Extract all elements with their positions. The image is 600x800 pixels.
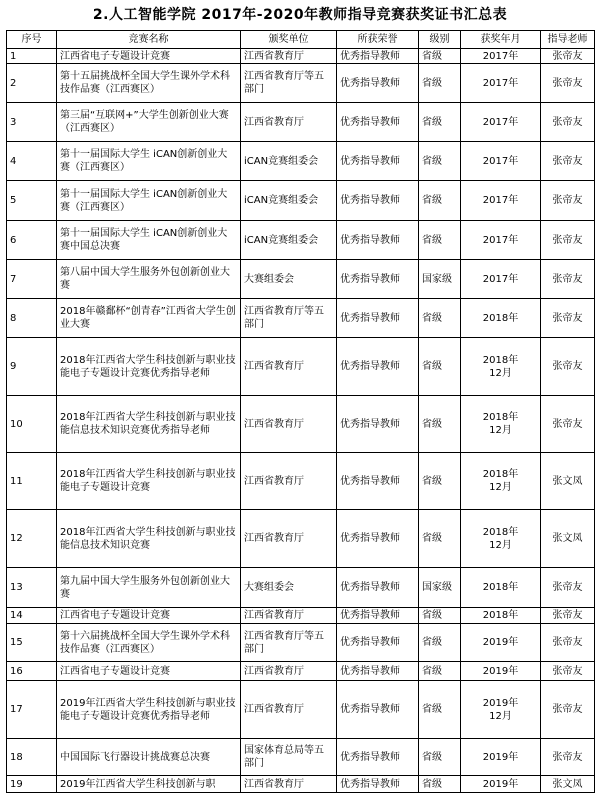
cell-teacher: 张帝友 xyxy=(541,181,595,221)
cell-name: 第九届中国大学生服务外包创新创业大赛 xyxy=(57,568,241,608)
cell-name: 第十一届国际大学生 iCAN创新创业大赛中国总决赛 xyxy=(57,221,241,260)
cell-teacher: 张文凤 xyxy=(541,510,595,568)
cell-name: 第十一届国际大学生 iCAN创新创业大赛（江西赛区） xyxy=(57,142,241,181)
cell-level: 省级 xyxy=(419,739,461,776)
cell-unit: 大赛组委会 xyxy=(241,260,337,299)
cell-date: 2019年 xyxy=(461,662,541,681)
cell-level: 省级 xyxy=(419,103,461,142)
cell-level: 省级 xyxy=(419,510,461,568)
cell-name: 江西省电子专题设计竞赛 xyxy=(57,49,241,64)
header-unit: 颁奖单位 xyxy=(241,31,337,49)
awards-table xyxy=(6,30,595,793)
table-row xyxy=(7,260,595,299)
cell-teacher: 张帝友 xyxy=(541,49,595,64)
cell-unit: iCAN竞赛组委会 xyxy=(241,221,337,260)
header-name: 竞赛名称 xyxy=(57,31,241,49)
cell-date: 2019年 xyxy=(461,776,541,793)
cell-date: 2018年 xyxy=(461,608,541,624)
cell-level: 省级 xyxy=(419,776,461,793)
cell-level: 省级 xyxy=(419,221,461,260)
cell-name: 第八届中国大学生服务外包创新创业大赛 xyxy=(57,260,241,299)
table-row xyxy=(7,568,595,608)
cell-unit: 江西省教育厅 xyxy=(241,510,337,568)
cell-no: 8 xyxy=(7,299,57,338)
cell-honor: 优秀指导教师 xyxy=(337,510,419,568)
cell-honor: 优秀指导教师 xyxy=(337,396,419,453)
cell-name: 2019年江西省大学生科技创新与职 xyxy=(57,776,241,793)
table-row xyxy=(7,49,595,64)
cell-teacher: 张帝友 xyxy=(541,260,595,299)
cell-unit: 江西省教育厅等五部门 xyxy=(241,299,337,338)
cell-teacher: 张帝友 xyxy=(541,568,595,608)
cell-unit: 江西省教育厅 xyxy=(241,608,337,624)
table-row xyxy=(7,64,595,103)
cell-honor: 优秀指导教师 xyxy=(337,64,419,103)
cell-honor: 优秀指导教师 xyxy=(337,739,419,776)
cell-level: 省级 xyxy=(419,624,461,662)
cell-teacher: 张帝友 xyxy=(541,142,595,181)
cell-honor: 优秀指导教师 xyxy=(337,221,419,260)
cell-name: 2018年赣鄱杯“创青春”江西省大学生创业大赛 xyxy=(57,299,241,338)
cell-level: 省级 xyxy=(419,681,461,739)
cell-name: 2018年江西省大学生科技创新与职业技能电子专题设计竞赛优秀指导老师 xyxy=(57,338,241,396)
cell-teacher: 张帝友 xyxy=(541,739,595,776)
cell-honor: 优秀指导教师 xyxy=(337,453,419,510)
table-row xyxy=(7,453,595,510)
cell-unit: 江西省教育厅 xyxy=(241,776,337,793)
cell-no: 1 xyxy=(7,49,57,64)
cell-level: 省级 xyxy=(419,181,461,221)
cell-level: 省级 xyxy=(419,453,461,510)
table-body xyxy=(7,49,595,793)
cell-date: 2017年 xyxy=(461,64,541,103)
cell-teacher: 张帝友 xyxy=(541,662,595,681)
cell-teacher: 张帝友 xyxy=(541,338,595,396)
table-header-row xyxy=(7,31,595,49)
cell-honor: 优秀指导教师 xyxy=(337,49,419,64)
cell-level: 省级 xyxy=(419,142,461,181)
cell-name: 2018年江西省大学生科技创新与职业技能电子专题设计竞赛 xyxy=(57,453,241,510)
cell-teacher: 张帝友 xyxy=(541,681,595,739)
table-row xyxy=(7,662,595,681)
table-row xyxy=(7,299,595,338)
cell-unit: 江西省教育厅 xyxy=(241,103,337,142)
cell-no: 16 xyxy=(7,662,57,681)
header-teacher: 指导老师 xyxy=(541,31,595,49)
cell-level: 省级 xyxy=(419,396,461,453)
cell-unit: 江西省教育厅等五部门 xyxy=(241,64,337,103)
header-level: 级别 xyxy=(419,31,461,49)
cell-name: 第十一届国际大学生 iCAN创新创业大赛（江西赛区） xyxy=(57,181,241,221)
cell-teacher: 张帝友 xyxy=(541,624,595,662)
cell-unit: 江西省教育厅 xyxy=(241,49,337,64)
table-row xyxy=(7,396,595,453)
table-row xyxy=(7,142,595,181)
table-row xyxy=(7,776,595,793)
cell-no: 19 xyxy=(7,776,57,793)
cell-unit: 江西省教育厅 xyxy=(241,338,337,396)
table-row xyxy=(7,510,595,568)
cell-date: 2019年 12月 xyxy=(461,681,541,739)
cell-date: 2018年 xyxy=(461,568,541,608)
cell-name: 2018年江西省大学生科技创新与职业技能信息技术知识竞赛 xyxy=(57,510,241,568)
cell-date: 2018年 xyxy=(461,299,541,338)
cell-honor: 优秀指导教师 xyxy=(337,662,419,681)
cell-no: 13 xyxy=(7,568,57,608)
cell-no: 4 xyxy=(7,142,57,181)
cell-level: 国家级 xyxy=(419,260,461,299)
cell-no: 2 xyxy=(7,64,57,103)
cell-unit: 江西省教育厅 xyxy=(241,396,337,453)
cell-name: 第三届“互联网+”大学生创新创业大赛（江西赛区） xyxy=(57,103,241,142)
cell-no: 5 xyxy=(7,181,57,221)
cell-level: 省级 xyxy=(419,338,461,396)
cell-teacher: 张帝友 xyxy=(541,64,595,103)
table-row xyxy=(7,739,595,776)
cell-honor: 优秀指导教师 xyxy=(337,776,419,793)
cell-teacher: 张帝友 xyxy=(541,396,595,453)
cell-no: 6 xyxy=(7,221,57,260)
cell-teacher: 张帝友 xyxy=(541,608,595,624)
cell-date: 2017年 xyxy=(461,221,541,260)
cell-no: 15 xyxy=(7,624,57,662)
cell-name: 江西省电子专题设计竞赛 xyxy=(57,662,241,681)
cell-date: 2019年 xyxy=(461,739,541,776)
cell-no: 10 xyxy=(7,396,57,453)
table-row xyxy=(7,624,595,662)
cell-no: 11 xyxy=(7,453,57,510)
cell-date: 2017年 xyxy=(461,49,541,64)
cell-teacher: 张文凤 xyxy=(541,453,595,510)
cell-teacher: 张文凤 xyxy=(541,776,595,793)
cell-honor: 优秀指导教师 xyxy=(337,624,419,662)
cell-honor: 优秀指导教师 xyxy=(337,681,419,739)
cell-name: 第十五届挑战杯全国大学生课外学术科技作品赛（江西赛区） xyxy=(57,64,241,103)
table-row xyxy=(7,338,595,396)
table-row xyxy=(7,681,595,739)
cell-honor: 优秀指导教师 xyxy=(337,299,419,338)
cell-date: 2019年 xyxy=(461,624,541,662)
table-row xyxy=(7,221,595,260)
cell-teacher: 张帝友 xyxy=(541,103,595,142)
header-honor: 所获荣誉 xyxy=(337,31,419,49)
cell-date: 2017年 xyxy=(461,181,541,221)
cell-teacher: 张帝友 xyxy=(541,299,595,338)
cell-name: 2018年江西省大学生科技创新与职业技能信息技术知识竞赛优秀指导老师 xyxy=(57,396,241,453)
cell-honor: 优秀指导教师 xyxy=(337,181,419,221)
cell-date: 2018年 12月 xyxy=(461,453,541,510)
cell-date: 2017年 xyxy=(461,103,541,142)
table-row xyxy=(7,181,595,221)
cell-level: 省级 xyxy=(419,299,461,338)
cell-date: 2018年 12月 xyxy=(461,510,541,568)
cell-no: 3 xyxy=(7,103,57,142)
header-date: 获奖年月 xyxy=(461,31,541,49)
cell-honor: 优秀指导教师 xyxy=(337,338,419,396)
cell-name: 第十六届挑战杯全国大学生课外学术科技作品赛（江西赛区） xyxy=(57,624,241,662)
cell-unit: 国家体育总局等五部门 xyxy=(241,739,337,776)
cell-unit: 江西省教育厅 xyxy=(241,662,337,681)
cell-level: 省级 xyxy=(419,49,461,64)
cell-name: 中国国际飞行器设计挑战赛总决赛 xyxy=(57,739,241,776)
cell-no: 17 xyxy=(7,681,57,739)
cell-unit: 江西省教育厅等五部门 xyxy=(241,624,337,662)
cell-unit: 大赛组委会 xyxy=(241,568,337,608)
cell-date: 2018年 12月 xyxy=(461,338,541,396)
cell-unit: 江西省教育厅 xyxy=(241,681,337,739)
page-title: 2.人工智能学院 2017年-2020年教师指导竞赛获奖证书汇总表 xyxy=(92,7,508,23)
cell-no: 12 xyxy=(7,510,57,568)
cell-no: 7 xyxy=(7,260,57,299)
cell-date: 2018年 12月 xyxy=(461,396,541,453)
cell-no: 18 xyxy=(7,739,57,776)
cell-honor: 优秀指导教师 xyxy=(337,568,419,608)
cell-unit: iCAN竞赛组委会 xyxy=(241,181,337,221)
cell-unit: 江西省教育厅 xyxy=(241,453,337,510)
header-no: 序号 xyxy=(7,31,57,49)
cell-honor: 优秀指导教师 xyxy=(337,260,419,299)
cell-level: 国家级 xyxy=(419,568,461,608)
cell-honor: 优秀指导教师 xyxy=(337,142,419,181)
table-row xyxy=(7,608,595,624)
cell-unit: iCAN竞赛组委会 xyxy=(241,142,337,181)
cell-name: 江西省电子专题设计竞赛 xyxy=(57,608,241,624)
cell-date: 2017年 xyxy=(461,142,541,181)
table-row xyxy=(7,103,595,142)
cell-date: 2017年 xyxy=(461,260,541,299)
cell-level: 省级 xyxy=(419,662,461,681)
cell-honor: 优秀指导教师 xyxy=(337,103,419,142)
cell-level: 省级 xyxy=(419,608,461,624)
cell-name: 2019年江西省大学生科技创新与职业技能电子专题设计竞赛优秀指导老师 xyxy=(57,681,241,739)
cell-teacher: 张帝友 xyxy=(541,221,595,260)
cell-honor: 优秀指导教师 xyxy=(337,608,419,624)
cell-no: 14 xyxy=(7,608,57,624)
cell-level: 省级 xyxy=(419,64,461,103)
cell-no: 9 xyxy=(7,338,57,396)
